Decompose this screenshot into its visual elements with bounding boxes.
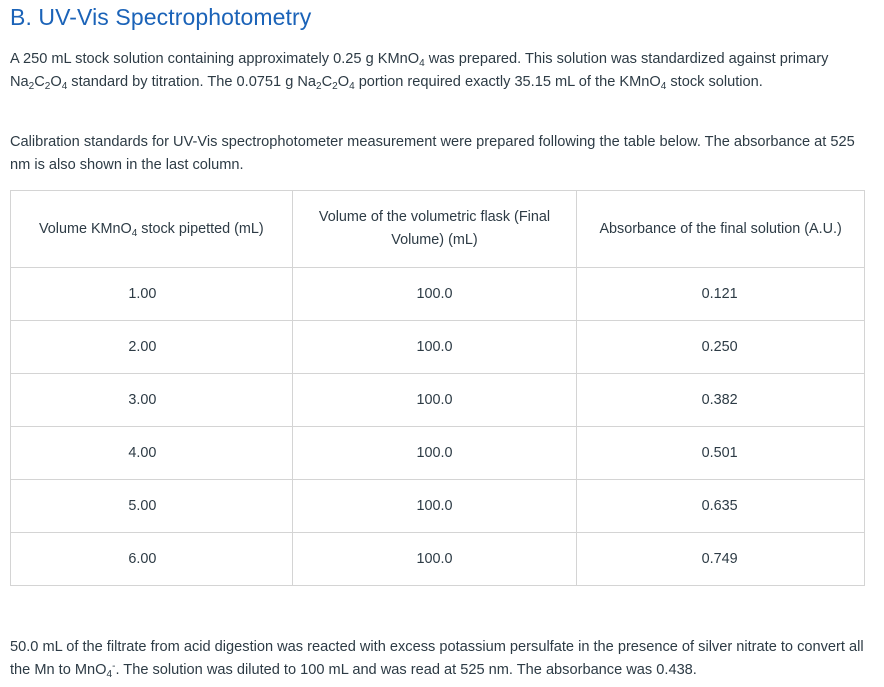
cell-volume: 5.00 — [11, 480, 293, 533]
cell-volume: 1.00 — [11, 268, 293, 321]
table-row — [11, 268, 865, 321]
sample-paragraph: 50.0 mL of the filtrate from acid digestion was reacted with excess potassium persulfate in the presence of silver nitrate to convert all the Mn to MnO$_4$-. The solution was diluted to 100 mL and was read at 525 nm. The absorbance was 0.438. — [10, 639, 864, 680]
table-row — [11, 321, 865, 374]
calibration-paragraph: Calibration standards for UV-Vis spectrophotometer measurement were prepared following the table below. The absorbance at 525 nm is also shown in the last column. — [10, 134, 855, 173]
cell-flask: 100.0 — [292, 321, 577, 374]
cell-flask: 100.0 — [292, 374, 577, 427]
cell-volume: 2.00 — [11, 321, 293, 374]
cell-volume: 6.00 — [11, 533, 293, 586]
table-row — [11, 480, 865, 533]
calibration-table — [10, 190, 865, 586]
table-row — [11, 374, 865, 427]
intro-paragraph: A 250 mL stock solution containing approximately 0.25 g KMnO$_4$ was prepared. This solution was standardized against primary $Na_2C_2O_4$ standard by titration. The 0.0751 g $Na_2C_2O_4$ portion required exactly 35.15 mL of the KMnO$_4$ stock solution. — [10, 51, 829, 92]
header-absorbance: Absorbance of the final solution (A.U.) — [577, 191, 865, 268]
cell-flask: 100.0 — [292, 427, 577, 480]
cell-flask: 100.0 — [292, 533, 577, 586]
cell-absorbance: 0.382 — [577, 374, 865, 427]
cell-absorbance: 0.749 — [577, 533, 865, 586]
cell-absorbance: 0.635 — [577, 480, 865, 533]
table-header-row — [11, 191, 865, 268]
cell-volume: 3.00 — [11, 374, 293, 427]
header-flask-volume: Volume of the volumetric flask (Final Volume) (mL) — [292, 191, 577, 268]
table-row — [11, 533, 865, 586]
table-row — [11, 427, 865, 480]
cell-absorbance: 0.501 — [577, 427, 865, 480]
cell-volume: 4.00 — [11, 427, 293, 480]
cell-absorbance: 0.121 — [577, 268, 865, 321]
cell-flask: 100.0 — [292, 480, 577, 533]
cell-flask: 100.0 — [292, 268, 577, 321]
header-volume-stock: Volume KMnO$_4$ stock pipetted (mL) — [11, 191, 293, 268]
cell-absorbance: 0.250 — [577, 321, 865, 374]
section-title: B. UV-Vis Spectrophotometry — [10, 4, 312, 30]
